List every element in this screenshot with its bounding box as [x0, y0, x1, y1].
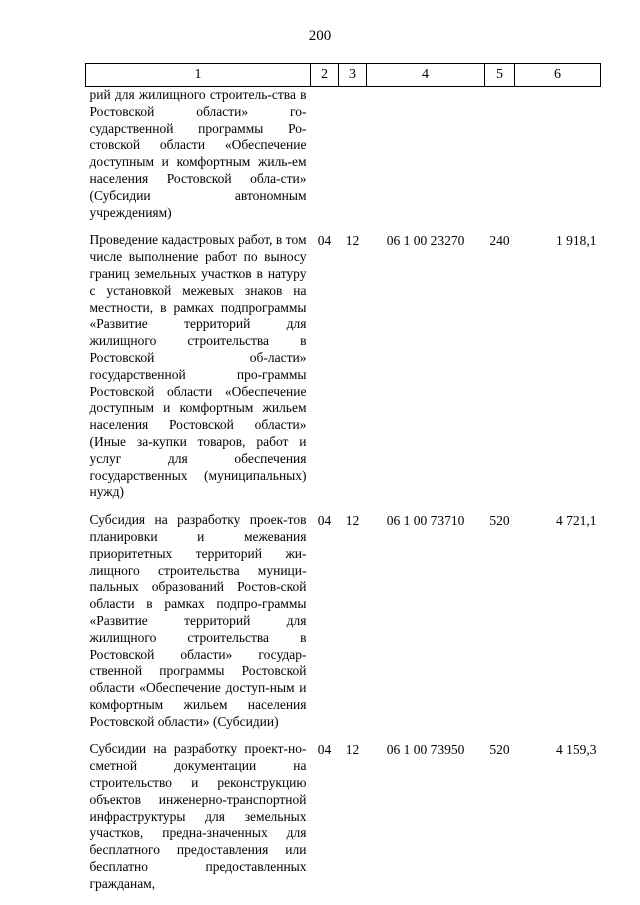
row-subsection: [339, 87, 367, 233]
header-col-1: 1: [86, 64, 311, 87]
row-expense-type: [485, 87, 515, 233]
row-target-article: [367, 87, 485, 233]
row-name: Субсидия на разработку проек-тов планировки и межевания приоритетных территорий жи-лищного строительства муници-пальных образований Ростов-ской области в рамках подпро-граммы «Развитие территорий для жилищного строительства в Ростовской области» государ-ственной программы Ростовской области «Обеспечение доступ-ным и комфортным жильем населения Ростовской области» (Субсидии): [89, 512, 307, 729]
row-name: Проведение кадастровых работ, в том числе выполнение работ по выносу границ земельных участков в натуру с установкой межевых знаков на местности, в рамках подпрограммы «Развитие территорий для жилищного строительства в Ростовской об-ласти» государственной про-граммы Ростовской области «Обеспечение доступным и комфортным жильем населения Ростовской области» (Иные за-купки товаров, работ и услуг для обеспечения государственных (муниципальных) нужд): [89, 232, 307, 500]
row-amount: 1 918,1: [556, 233, 597, 249]
table-row: [86, 232, 601, 512]
row-section: 04: [317, 742, 332, 758]
row-target-article: 06 1 00 73950: [386, 742, 465, 758]
row-target-article: 06 1 00 73710: [386, 513, 465, 529]
page-number: 200: [308, 28, 332, 44]
table-header-row: [86, 64, 601, 87]
budget-table: [85, 63, 601, 904]
row-expense-type: 520: [489, 742, 510, 758]
row-subsection: 12: [345, 233, 360, 249]
row-name: Субсидии на разработку проект-но-сметной документации на строительство и реконструкцию объектов инженерно-транспортной инфраструктуры для земельных участков, предна-значенных для бесплатного предоставления или бесплатно предоставленных гражданам,: [89, 741, 307, 891]
row-subsection: 12: [345, 742, 360, 758]
row-amount: [515, 87, 601, 233]
header-col-6: 6: [515, 64, 601, 87]
table-row: [86, 87, 601, 233]
row-subsection: 12: [345, 513, 360, 529]
header-col-4: 4: [367, 64, 485, 87]
row-target-article: 06 1 00 23270: [386, 233, 465, 249]
row-name: рий для жилищного строитель-ства в Ростовской области» го-сударственной программы Ро-стовской области «Обеспечение доступным и комфортным жиль-ем населения Ростовской обла-сти» (Субсидии автономным учреждениям): [89, 87, 307, 220]
row-section: 04: [317, 233, 332, 249]
row-expense-type: 240: [489, 233, 510, 249]
header-col-2: 2: [311, 64, 339, 87]
row-section: [311, 87, 339, 233]
header-col-3: 3: [339, 64, 367, 87]
table-row: [86, 741, 601, 903]
table-row: [86, 512, 601, 741]
row-amount: 4 721,1: [556, 513, 597, 529]
header-col-5: 5: [485, 64, 515, 87]
row-expense-type: 520: [489, 513, 510, 529]
row-section: 04: [317, 513, 332, 529]
row-amount: 4 159,3: [556, 742, 597, 758]
